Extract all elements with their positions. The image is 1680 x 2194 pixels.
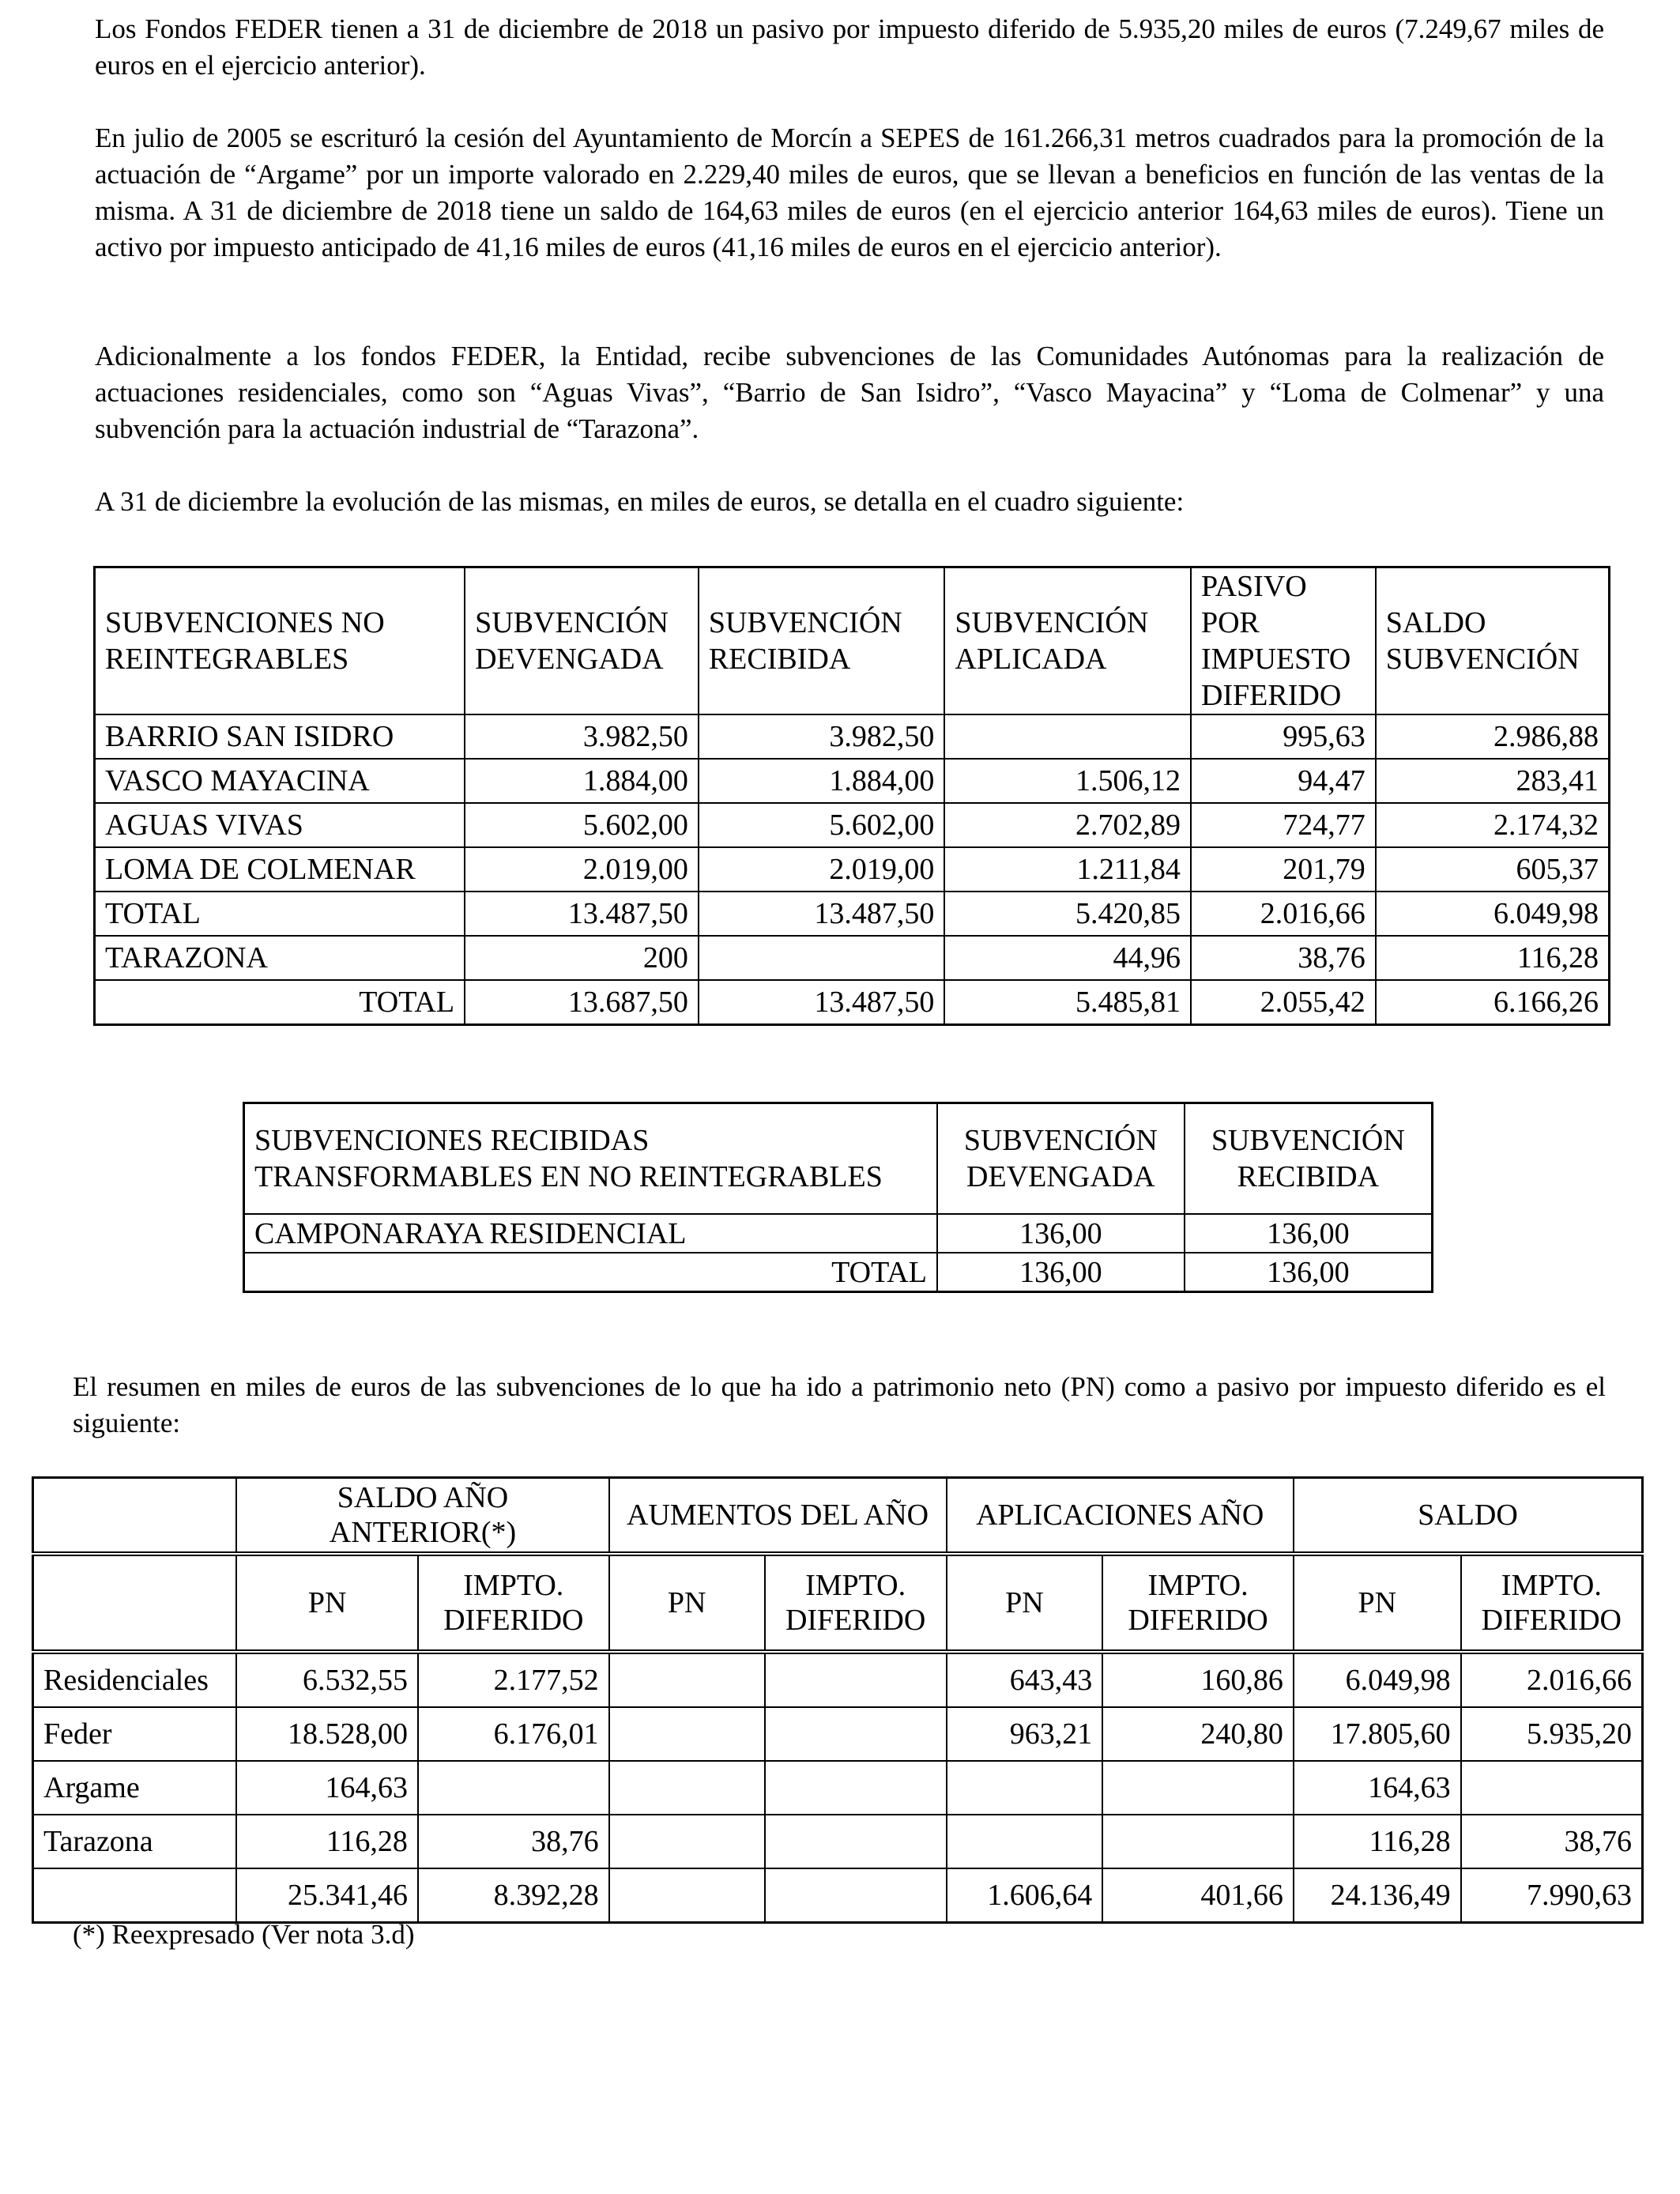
cell: 13.487,50 xyxy=(699,892,945,936)
header-cell: SUBVENCIÓN RECIBIDA xyxy=(699,567,945,715)
table-row xyxy=(95,714,1610,759)
header-cell xyxy=(33,1554,237,1652)
paragraph-feder-liability: Los Fondos FEDER tienen a 31 de diciembre de 2018 un pasivo por impuesto diferido de 5.935,20 miles de euros (7.249,67 miles de euros en el ejercicio anterior). xyxy=(95,13,1604,81)
cell: 13.687,50 xyxy=(465,980,699,1025)
table-row xyxy=(33,1652,1643,1707)
header-cell: SALDO xyxy=(1294,1478,1643,1555)
header-cell: SUBVENCIÓN DEVENGADA xyxy=(465,567,699,715)
cell: 5.935,20 xyxy=(1461,1707,1643,1761)
table-header-row xyxy=(244,1103,1433,1215)
cell xyxy=(418,1761,609,1815)
header-cell: AUMENTOS DEL AÑO xyxy=(609,1478,947,1555)
cell: 995,63 xyxy=(1191,714,1376,759)
table-row xyxy=(95,847,1610,892)
cell: 3.982,50 xyxy=(465,714,699,759)
cell xyxy=(609,1761,765,1815)
header-cell: PN xyxy=(236,1554,418,1652)
cell xyxy=(1102,1815,1294,1868)
cell: 5.602,00 xyxy=(465,803,699,847)
cell: 6.166,26 xyxy=(1376,980,1610,1025)
cell: 2.016,66 xyxy=(1191,892,1376,936)
header-cell: IMPTO. DIFERIDO xyxy=(1102,1554,1294,1652)
cell: 2.177,52 xyxy=(418,1652,609,1707)
cell: 94,47 xyxy=(1191,759,1376,803)
cell: 5.485,81 xyxy=(944,980,1191,1025)
cell: 3.982,50 xyxy=(699,714,945,759)
header-cell: SUBVENCIÓN DEVENGADA xyxy=(937,1103,1185,1215)
equity-deferred-tax-summary-table xyxy=(32,1476,1644,1924)
table-header-row xyxy=(95,567,1610,715)
cell xyxy=(609,1868,765,1923)
paragraph-argame: En julio de 2005 se escrituró la cesión del Ayuntamiento de Morcín a SEPES de 161.266,31 metros cuadrados para la promoción de la actuación de “Argame” por un importe valorado en 2.229,40 miles de euros, que se llevan a beneficios en función de las ventas de la misma. A 31 de diciembre de 2018 tiene un saldo de 164,63 miles de euros (en el ejercicio anterior 164,63 miles de euros). Tiene un activo por impuesto anticipado de 41,16 miles de euros (41,16 miles de euros en el ejercicio anterior). xyxy=(95,123,1604,262)
header-cell: APLICACIONES AÑO xyxy=(947,1478,1294,1555)
row-label: AGUAS VIVAS xyxy=(95,803,465,847)
row-label: Feder xyxy=(33,1707,237,1761)
table-group-header-row xyxy=(33,1478,1643,1555)
cell xyxy=(947,1761,1103,1815)
header-cell: SUBVENCIÓN RECIBIDA xyxy=(1185,1103,1433,1215)
table-row xyxy=(95,936,1610,980)
row-label: LOMA DE COLMENAR xyxy=(95,847,465,892)
cell: 25.341,46 xyxy=(236,1868,418,1923)
table-row-total xyxy=(33,1868,1643,1923)
row-label: BARRIO SAN ISIDRO xyxy=(95,714,465,759)
cell: 44,96 xyxy=(944,936,1191,980)
cell: 160,86 xyxy=(1102,1652,1294,1707)
row-label: TOTAL xyxy=(244,1253,937,1292)
header-cell: IMPTO. DIFERIDO xyxy=(765,1554,947,1652)
cell: 201,79 xyxy=(1191,847,1376,892)
cell: 2.019,00 xyxy=(699,847,945,892)
cell: 164,63 xyxy=(1294,1761,1461,1815)
header-cell: SALDO AÑO ANTERIOR(*) xyxy=(236,1478,608,1555)
table-row xyxy=(33,1815,1643,1868)
row-label xyxy=(33,1868,237,1923)
row-label: VASCO MAYACINA xyxy=(95,759,465,803)
cell: 116,28 xyxy=(1376,936,1610,980)
header-cell: SUBVENCIONES NO REINTEGRABLES xyxy=(95,567,465,715)
cell: 38,76 xyxy=(418,1815,609,1868)
cell: 1.884,00 xyxy=(699,759,945,803)
cell xyxy=(1102,1761,1294,1815)
cell: 116,28 xyxy=(1294,1815,1461,1868)
table-row xyxy=(244,1214,1433,1253)
cell: 2.174,32 xyxy=(1376,803,1610,847)
header-cell: IMPTO. DIFERIDO xyxy=(1461,1554,1643,1652)
cell xyxy=(944,714,1191,759)
cell xyxy=(609,1815,765,1868)
header-cell: PN xyxy=(947,1554,1103,1652)
row-label: Tarazona xyxy=(33,1815,237,1868)
footnote: (*) Reexpresado (Ver nota 3.d) xyxy=(73,1919,415,1950)
header-cell: PN xyxy=(1294,1554,1461,1652)
cell xyxy=(609,1652,765,1707)
cell xyxy=(765,1815,947,1868)
cell: 6.176,01 xyxy=(418,1707,609,1761)
header-cell xyxy=(33,1478,237,1555)
cell: 605,37 xyxy=(1376,847,1610,892)
cell: 1.606,64 xyxy=(947,1868,1103,1923)
header-cell: SALDO SUBVENCIÓN xyxy=(1376,567,1610,715)
cell: 2.986,88 xyxy=(1376,714,1610,759)
cell: 24.136,49 xyxy=(1294,1868,1461,1923)
cell: 240,80 xyxy=(1102,1707,1294,1761)
paragraph-subsidies-intro: Adicionalmente a los fondos FEDER, la Entidad, recibe subvenciones de las Comunidades Autónomas para la realización de actuaciones residenciales, como son “Aguas Vivas”, “Barrio de San Isidro”, “Vasco Mayacina” y “Loma de Colmenar” y una subvención para la actuación industrial de “Tarazona”. xyxy=(95,341,1604,444)
cell: 136,00 xyxy=(937,1214,1185,1253)
cell: 200 xyxy=(465,936,699,980)
row-label: TOTAL xyxy=(95,892,465,936)
cell: 13.487,50 xyxy=(465,892,699,936)
table-row-subtotal xyxy=(95,892,1610,936)
cell: 136,00 xyxy=(1185,1214,1433,1253)
table-row xyxy=(95,759,1610,803)
cell: 2.702,89 xyxy=(944,803,1191,847)
row-label: CAMPONARAYA RESIDENCIAL xyxy=(244,1214,937,1253)
cell: 5.420,85 xyxy=(944,892,1191,936)
cell: 283,41 xyxy=(1376,759,1610,803)
cell: 1.884,00 xyxy=(465,759,699,803)
cell xyxy=(765,1868,947,1923)
cell: 116,28 xyxy=(236,1815,418,1868)
cell: 1.506,12 xyxy=(944,759,1191,803)
header-cell: SUBVENCIONES RECIBIDAS TRANSFORMABLES EN NO REINTEGRABLES xyxy=(244,1103,937,1215)
non-refundable-subsidies-table xyxy=(93,566,1610,1026)
cell: 136,00 xyxy=(937,1253,1185,1292)
cell xyxy=(947,1815,1103,1868)
cell: 13.487,50 xyxy=(699,980,945,1025)
header-cell: SUBVENCIÓN APLICADA xyxy=(944,567,1191,715)
cell: 6.049,98 xyxy=(1376,892,1610,936)
cell: 724,77 xyxy=(1191,803,1376,847)
row-label: TOTAL xyxy=(95,980,465,1025)
row-label: Residenciales xyxy=(33,1652,237,1707)
cell: 2.016,66 xyxy=(1461,1652,1643,1707)
table-row-total xyxy=(244,1253,1433,1292)
header-cell: PASIVO POR IMPUESTO DIFERIDO xyxy=(1191,567,1376,715)
cell: 164,63 xyxy=(236,1761,418,1815)
cell: 5.602,00 xyxy=(699,803,945,847)
cell: 6.049,98 xyxy=(1294,1652,1461,1707)
header-cell: IMPTO. DIFERIDO xyxy=(418,1554,609,1652)
cell xyxy=(765,1707,947,1761)
paragraph-summary-intro: El resumen en miles de euros de las subvenciones de lo que ha ido a patrimonio neto (PN) como a pasivo por impuesto diferido es el siguiente: xyxy=(73,1371,1606,1438)
cell: 963,21 xyxy=(947,1707,1103,1761)
cell xyxy=(1461,1761,1643,1815)
row-label: TARAZONA xyxy=(95,936,465,980)
table-row xyxy=(33,1707,1643,1761)
table-sub-header-row xyxy=(33,1554,1643,1652)
paragraph-table-intro: A 31 de diciembre la evolución de las mismas, en miles de euros, se detalla en el cuadro siguiente: xyxy=(95,486,1185,517)
table-row xyxy=(33,1761,1643,1815)
table-row xyxy=(95,803,1610,847)
cell: 401,66 xyxy=(1102,1868,1294,1923)
cell: 17.805,60 xyxy=(1294,1707,1461,1761)
cell: 1.211,84 xyxy=(944,847,1191,892)
cell: 8.392,28 xyxy=(418,1868,609,1923)
table-row-total xyxy=(95,980,1610,1025)
cell xyxy=(699,936,945,980)
cell: 136,00 xyxy=(1185,1253,1433,1292)
cell: 38,76 xyxy=(1461,1815,1643,1868)
cell: 6.532,55 xyxy=(236,1652,418,1707)
cell: 643,43 xyxy=(947,1652,1103,1707)
header-cell: PN xyxy=(609,1554,765,1652)
cell: 2.055,42 xyxy=(1191,980,1376,1025)
cell: 38,76 xyxy=(1191,936,1376,980)
cell xyxy=(765,1652,947,1707)
row-label: Argame xyxy=(33,1761,237,1815)
cell: 2.019,00 xyxy=(465,847,699,892)
cell: 18.528,00 xyxy=(236,1707,418,1761)
cell xyxy=(765,1761,947,1815)
cell xyxy=(609,1707,765,1761)
transformable-subsidies-table xyxy=(243,1102,1433,1293)
cell: 7.990,63 xyxy=(1461,1868,1643,1923)
